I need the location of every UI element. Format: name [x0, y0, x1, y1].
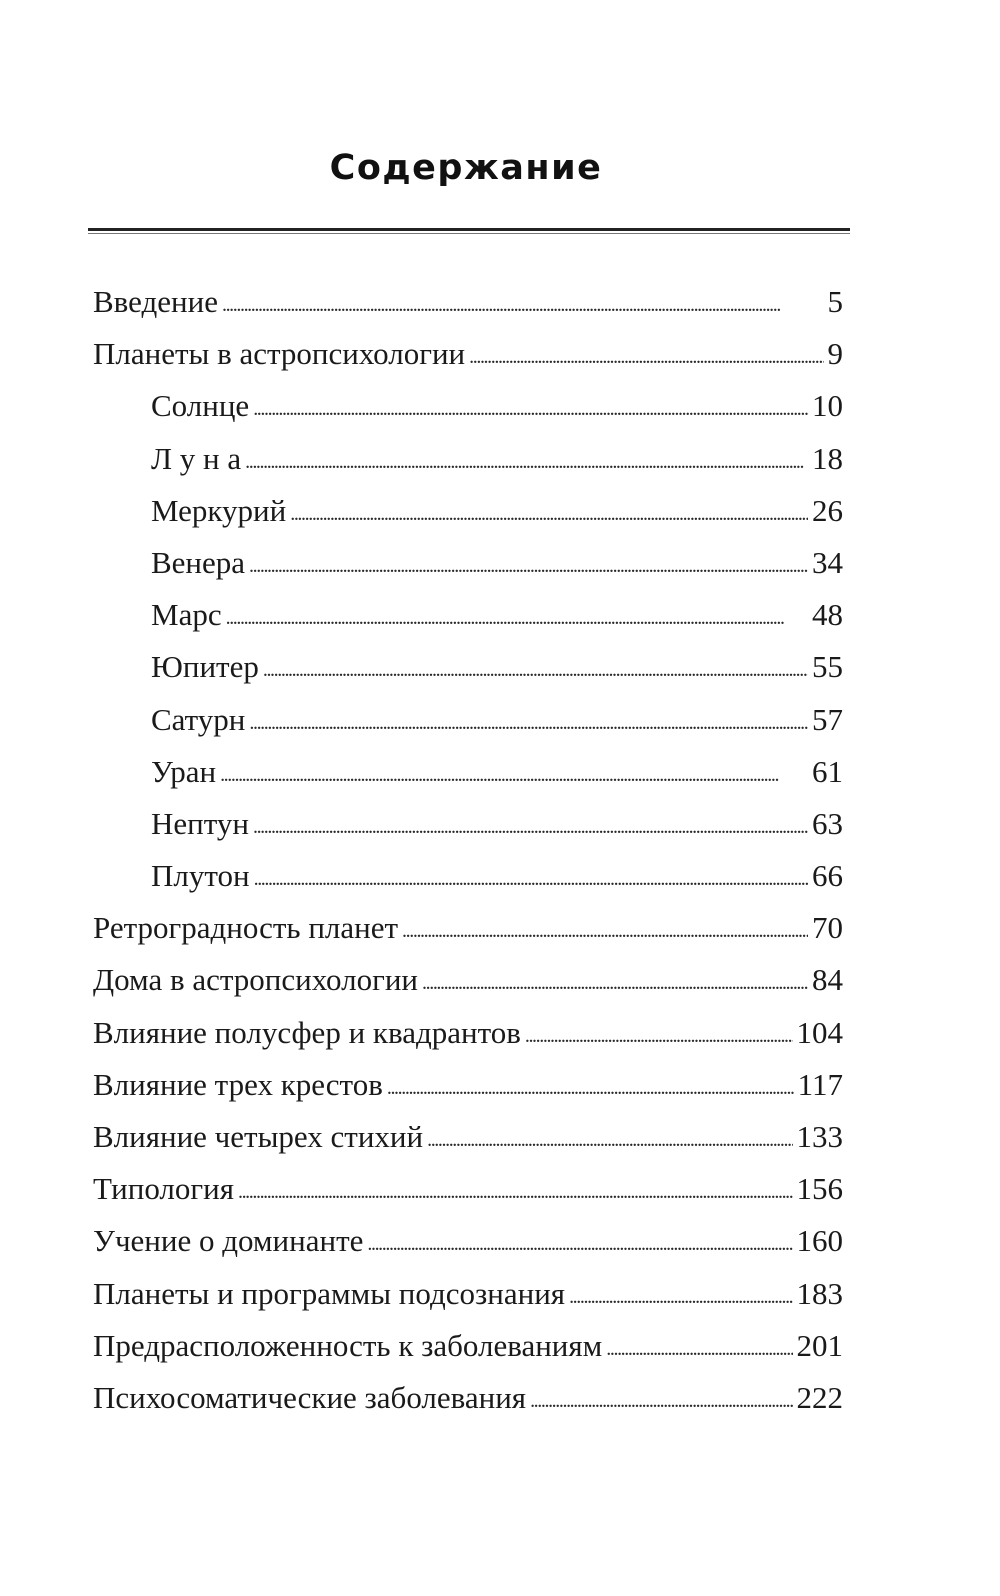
toc-entry	[93, 746, 843, 798]
toc-entry-page: 5	[827, 284, 843, 319]
page-title: Содержание	[329, 148, 603, 188]
toc-entry-page: 61	[812, 753, 843, 789]
dot-leader	[238, 1166, 793, 1218]
title-divider-shadow	[88, 233, 850, 234]
toc-entry	[93, 954, 843, 1006]
toc-entry-page: 9	[827, 336, 843, 372]
toc-entry-label: Плутон	[151, 858, 250, 894]
toc-entry-label: Л у н а	[151, 440, 242, 476]
toc-entry	[93, 433, 843, 485]
toc-entry-page: 48	[812, 597, 843, 633]
toc-entry	[93, 1372, 843, 1424]
toc-entry-label: Типология	[93, 1171, 234, 1207]
toc-entry-label: Уран	[151, 753, 217, 789]
dot-leader	[245, 436, 808, 488]
toc-entry-page: 34	[812, 544, 843, 580]
toc-entry-page: 18	[812, 440, 843, 476]
toc-entry	[93, 589, 843, 641]
dot-leader	[427, 1114, 792, 1166]
toc-entry	[93, 798, 843, 850]
toc-entry	[93, 641, 843, 693]
toc-entry	[93, 328, 843, 380]
toc-entry-label: Меркурий	[151, 492, 287, 528]
dot-leader	[226, 592, 808, 644]
toc-entry-label: Нептун	[151, 805, 249, 841]
toc-entry-label: Ретроградность планет	[93, 910, 399, 946]
dot-leader	[253, 801, 808, 853]
toc-entry-label: Солнце	[151, 388, 250, 424]
dot-leader	[422, 957, 808, 1009]
toc-entry-page: 66	[812, 858, 843, 894]
toc-entry-page: 222	[796, 1379, 843, 1415]
toc-entry-label: Влияние полусфер и квадрантов	[93, 1014, 521, 1050]
dot-leader	[367, 1218, 792, 1270]
toc-entry-label: Влияние трех крестов	[93, 1066, 383, 1102]
dot-leader	[569, 1271, 792, 1323]
dot-leader	[253, 383, 808, 435]
table-of-contents	[93, 276, 843, 1424]
toc-entry-label: Психосоматические заболевания	[93, 1379, 527, 1415]
dot-leader	[222, 279, 824, 331]
toc-entry-label: Предрасположенность к заболеваниям	[93, 1327, 603, 1363]
toc-entry-page: 63	[812, 805, 843, 841]
toc-entry-page: 117	[797, 1066, 843, 1102]
dot-leader	[249, 540, 808, 592]
toc-entry-label: Влияние четырех стихий	[93, 1119, 424, 1154]
dot-leader	[606, 1323, 792, 1375]
toc-entry-label: Марс	[151, 597, 222, 633]
dot-leader	[530, 1375, 792, 1427]
dot-leader	[290, 488, 808, 540]
toc-entry	[93, 380, 843, 432]
toc-entry	[93, 1111, 843, 1163]
toc-entry-page: 57	[812, 701, 843, 737]
toc-entry-page: 160	[796, 1223, 843, 1259]
dot-leader	[249, 697, 808, 749]
dot-leader	[402, 905, 808, 957]
toc-entry-label: Сатурн	[151, 701, 246, 737]
toc-entry-label: Планеты в астропсихологии	[93, 336, 466, 372]
toc-entry-label: Юпитер	[151, 649, 259, 685]
toc-entry-page: 70	[812, 910, 843, 946]
dot-leader	[469, 331, 823, 383]
toc-entry	[93, 694, 843, 746]
dot-leader	[387, 1062, 794, 1114]
dot-leader	[525, 1010, 793, 1062]
toc-entry-page: 10	[812, 388, 843, 424]
toc-entry	[93, 1268, 843, 1320]
toc-entry	[93, 276, 843, 328]
toc-entry	[93, 850, 843, 902]
toc-entry-page: 156	[796, 1171, 843, 1207]
toc-entry-label: Венера	[151, 544, 246, 580]
toc-entry	[93, 1320, 843, 1372]
dot-leader	[220, 749, 808, 801]
toc-entry	[93, 1007, 843, 1059]
toc-entry	[93, 1215, 843, 1267]
toc-entry-page: 104	[796, 1014, 843, 1050]
toc-entry-label: Учение о доминанте	[93, 1223, 364, 1259]
toc-entry-label: Введение	[93, 284, 218, 319]
title-divider	[88, 228, 850, 231]
toc-entry-page: 133	[796, 1119, 843, 1154]
dot-leader	[263, 644, 808, 696]
toc-entry-label: Дома в астропсихологии	[93, 962, 419, 998]
toc-entry	[93, 537, 843, 589]
toc-entry-page: 201	[796, 1327, 843, 1363]
toc-entry-label: Планеты и программы подсознания	[93, 1275, 566, 1311]
toc-entry-page: 55	[812, 649, 843, 685]
toc-entry	[93, 485, 843, 537]
dot-leader	[254, 853, 808, 905]
toc-entry-page: 26	[812, 492, 843, 528]
toc-entry	[93, 1163, 843, 1215]
toc-entry-page: 84	[812, 962, 843, 998]
toc-entry-page: 183	[796, 1275, 843, 1311]
toc-entry	[93, 902, 843, 954]
toc-entry	[93, 1059, 843, 1111]
